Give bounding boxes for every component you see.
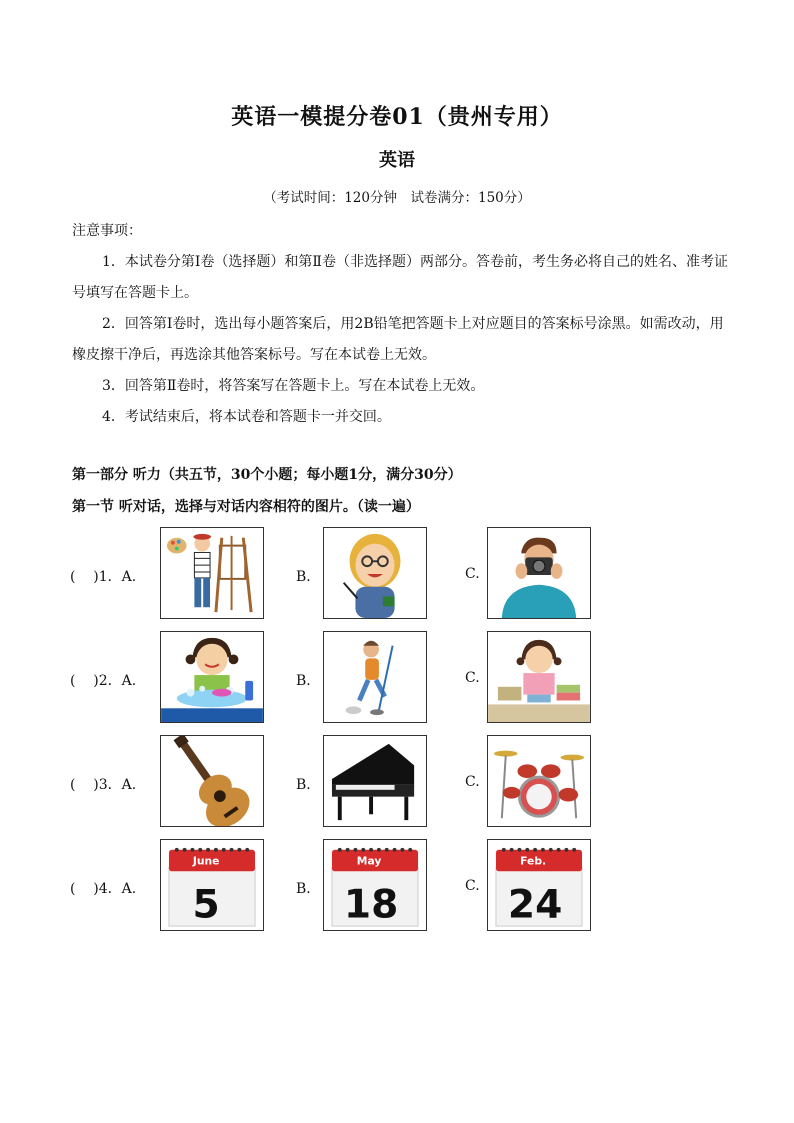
calendar-june-icon: [160, 839, 264, 931]
part1-heading: 第一部分 听力（共五节，30个小题；每小题1分，满分30分）: [72, 467, 462, 483]
notes: [72, 216, 732, 433]
guitar-icon: [160, 735, 264, 827]
calendar-day: 5: [192, 882, 220, 928]
option-b-label: B．: [296, 673, 321, 689]
question-2: [0, 631, 794, 727]
question-4: [0, 839, 794, 935]
question-label: ( )3．A.: [70, 777, 137, 793]
drums-icon: [487, 735, 591, 827]
calendar-month: May: [356, 854, 382, 868]
question-3: [0, 735, 794, 831]
calendar-month: Feb.: [520, 854, 547, 868]
washing-dishes-icon: [160, 631, 264, 723]
question-label: ( )4．A.: [70, 881, 137, 897]
option-c-label: C.: [465, 566, 480, 582]
question-label: ( )1．A.: [70, 569, 137, 585]
note-item-4: 4．考试结束后，将本试卷和答题卡一并交回。: [102, 409, 391, 425]
option-b-label: B．: [296, 777, 321, 793]
mopping-floor-icon: [323, 631, 427, 723]
calendar-month: June: [192, 854, 220, 868]
section1-heading: 第一节 听对话，选择与对话内容相符的图片。（读一遍）: [72, 499, 420, 515]
exam-info: （考试时间：120分钟 试卷满分：150分）: [263, 190, 531, 206]
calendar-feb-icon: [487, 839, 591, 931]
option-c-label: C.: [465, 670, 480, 686]
note-item-3: 3．回答第Ⅱ卷时，将答案写在答题卡上。写在本试卷上无效。: [102, 378, 485, 394]
page-title: 英语一模提分卷01（贵州专用）: [231, 104, 563, 130]
calendar-may-icon: [323, 839, 427, 931]
question-1: [0, 527, 794, 623]
calendar-day: 18: [343, 882, 399, 928]
painter-icon: [160, 527, 264, 619]
option-c-label: C.: [465, 878, 480, 894]
notes-heading: 注意事项：: [72, 223, 142, 239]
photographer-icon: [487, 527, 591, 619]
piano-icon: [323, 735, 427, 827]
option-b-label: B．: [296, 569, 321, 585]
folding-clothes-icon: [487, 631, 591, 723]
option-c-label: C.: [465, 774, 480, 790]
page-subtitle: 英语: [379, 150, 415, 171]
note-item-2: 2．回答第Ⅰ卷时，选出每小题答案后，用2B铅笔把答题卡上对应题目的答案标号涂黑。如需改动，用橡皮擦干净后，再选涂其他答案标号。写在本试卷上无效。: [72, 316, 724, 363]
calendar-day: 24: [507, 882, 563, 928]
note-item-1: 1．本试卷分第Ⅰ卷（选择题）和第Ⅱ卷（非选择题）两部分。答卷前，考生务必将自己的姓名、准考证号填写在答题卡上。: [72, 254, 728, 301]
option-b-label: B．: [296, 881, 321, 897]
teacher-icon: [323, 527, 427, 619]
question-label: ( )2．A.: [70, 673, 137, 689]
